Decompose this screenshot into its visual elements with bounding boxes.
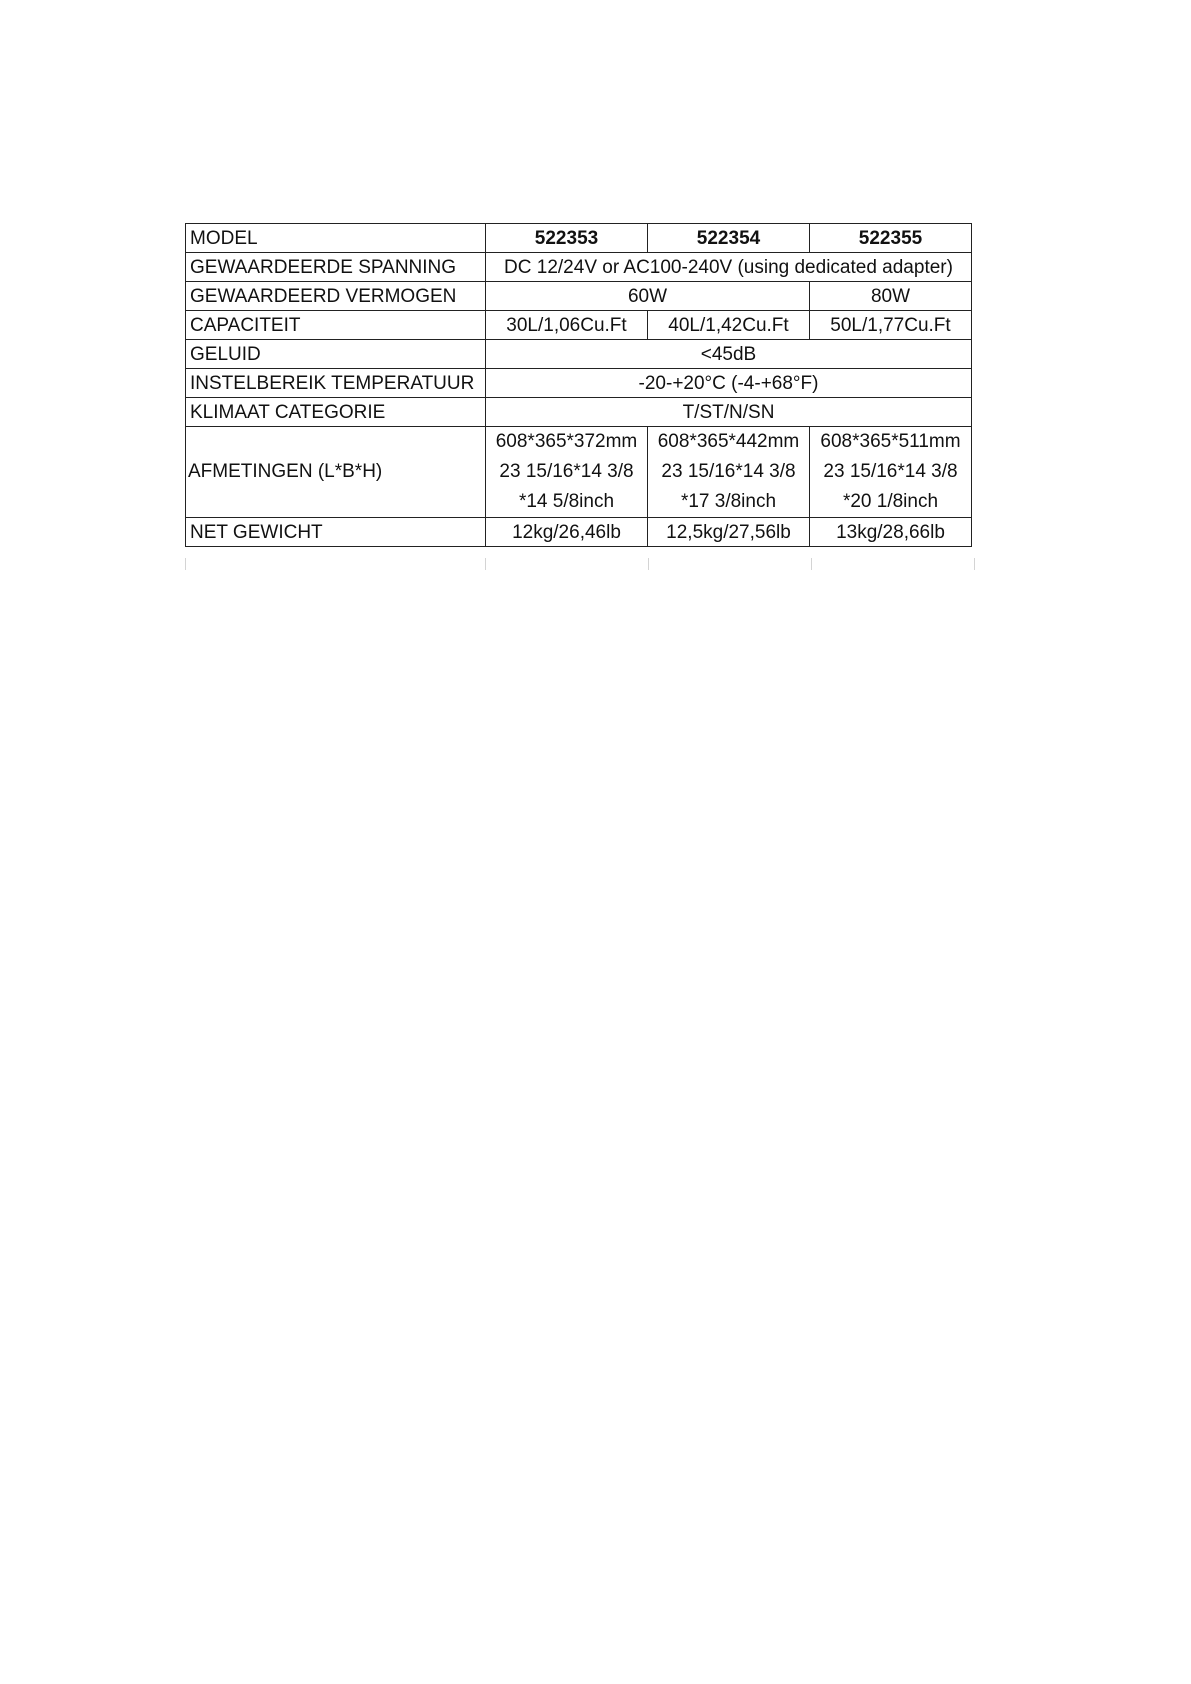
table-row-temp-range bbox=[186, 369, 972, 398]
table-row-voltage bbox=[186, 253, 972, 282]
row-label-noise: GELUID bbox=[186, 340, 486, 369]
weight-value-2: 12,5kg/27,56lb bbox=[648, 518, 810, 547]
row-label-capacity: CAPACITEIT bbox=[186, 311, 486, 340]
dimensions-value-3 bbox=[810, 427, 972, 518]
climate-value: T/ST/N/SN bbox=[486, 398, 972, 427]
dimensions-3-inch-height: *20 1/8inch bbox=[842, 491, 939, 512]
voltage-value: DC 12/24V or AC100-240V (using dedicated adapter) bbox=[486, 253, 972, 282]
gridline-stub bbox=[485, 558, 486, 570]
table-row-noise bbox=[186, 340, 972, 369]
weight-value-1: 12kg/26,46lb bbox=[486, 518, 648, 547]
gridline-stub bbox=[185, 558, 186, 570]
dimensions-1-inch: 23 15/16*14 3/8 bbox=[499, 461, 634, 482]
power-value-3: 80W bbox=[810, 282, 972, 311]
dimensions-1-inch-height: *14 5/8inch bbox=[518, 491, 615, 512]
dimensions-2-mm: 608*365*442mm bbox=[657, 431, 800, 452]
model-header-1: 522353 bbox=[486, 224, 648, 253]
dimensions-value-1 bbox=[486, 427, 648, 518]
row-label-power: GEWAARDEERD VERMOGEN bbox=[186, 282, 486, 311]
table-row-dimensions bbox=[186, 427, 972, 518]
row-label-temp-range: INSTELBEREIK TEMPERATUUR bbox=[186, 369, 486, 398]
row-label-model: MODEL bbox=[186, 224, 486, 253]
dimensions-value-2 bbox=[648, 427, 810, 518]
dimensions-2-inch: 23 15/16*14 3/8 bbox=[661, 461, 796, 482]
dimensions-1-mm: 608*365*372mm bbox=[495, 431, 638, 452]
row-label-dimensions: AFMETINGEN (L*B*H) bbox=[186, 427, 486, 518]
spec-table bbox=[185, 223, 972, 547]
table-row-weight bbox=[186, 518, 972, 547]
capacity-value-1: 30L/1,06Cu.Ft bbox=[486, 311, 648, 340]
table-row-power bbox=[186, 282, 972, 311]
row-label-climate: KLIMAAT CATEGORIE bbox=[186, 398, 486, 427]
gridline-stub bbox=[974, 558, 975, 570]
gridline-stub bbox=[811, 558, 812, 570]
weight-value-3: 13kg/28,66lb bbox=[810, 518, 972, 547]
power-value-1-2: 60W bbox=[486, 282, 810, 311]
dimensions-3-inch: 23 15/16*14 3/8 bbox=[823, 461, 958, 482]
table-row-climate bbox=[186, 398, 972, 427]
table-row-model bbox=[186, 224, 972, 253]
row-label-voltage: GEWAARDEERDE SPANNING bbox=[186, 253, 486, 282]
dimensions-2-inch-height: *17 3/8inch bbox=[680, 491, 777, 512]
capacity-value-3: 50L/1,77Cu.Ft bbox=[810, 311, 972, 340]
capacity-value-2: 40L/1,42Cu.Ft bbox=[648, 311, 810, 340]
row-label-weight: NET GEWICHT bbox=[186, 518, 486, 547]
model-header-2: 522354 bbox=[648, 224, 810, 253]
dimensions-3-mm: 608*365*511mm bbox=[820, 431, 961, 452]
temp-range-value: -20-+20°C (-4-+68°F) bbox=[486, 369, 972, 398]
gridline-stub bbox=[648, 558, 649, 570]
table-row-capacity bbox=[186, 311, 972, 340]
model-header-3: 522355 bbox=[810, 224, 972, 253]
noise-value: <45dB bbox=[486, 340, 972, 369]
